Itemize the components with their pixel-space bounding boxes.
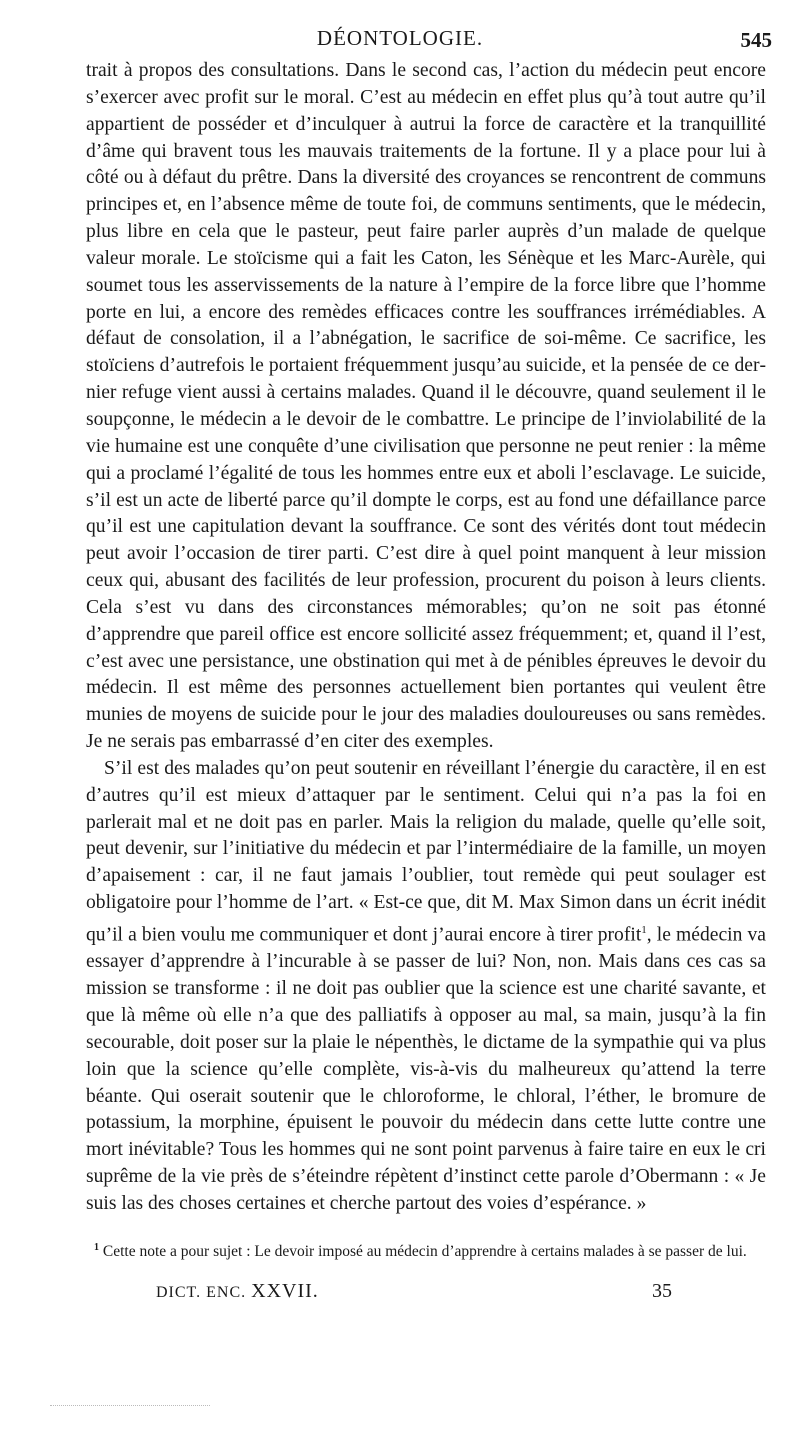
bottom-rule bbox=[50, 1405, 210, 1406]
body-text bbox=[86, 58, 766, 1218]
page-number: 545 bbox=[740, 28, 772, 52]
running-head bbox=[0, 22, 800, 52]
footnote-reference: 1 bbox=[641, 924, 647, 936]
signature-line bbox=[0, 1280, 800, 1310]
running-title: DÉONTOLOGIE. bbox=[316, 26, 484, 50]
footnote bbox=[86, 1238, 766, 1261]
signature-sheet-number: 35 bbox=[652, 1280, 672, 1302]
footnote-text: Cette note a pour sujet : Le devoir imposé au médecin d’apprendre à certains malades à se passer de lui. bbox=[102, 1243, 747, 1261]
paragraph-1: trait à propos des consultations. Dans le second cas, l’action du médecin peut encore s’exercer avec profit sur le moral. C’est au médecin en effet plus qu’à tout autre qu’il appartient de posséder et d’inculquer à autrui la force de caractère et la tranquillité d’âme qui bravent tous les mauvais traitements de la fortune. Il y a place pour lui à côté ou à défaut du prêtre. Dans la diversité des croyances se rencontrent de communs principes et, en l’absence même de toute foi, de communs sentiments, que le médecin, plus libre en cela que le pasteur, peut faire parler auprès d’un malade de quelque valeur morale. Le stoïcisme qui a fait les Caton, les Sénèque et les Marc-Aurèle, qui soumet tous les asservissements de la nature à l’empire de la force libre que l’homme porte en lui, a encore des remèdes efficaces contre les souffrances irrémédiables. A défaut de consolation, il a l’abnégation, le sacrifice de soi-même. Ce sacrifice, les stoïciens d’autrefois le portaient fréquemment jusqu’au suicide, et la pensée de ce dernier refuge vient aussi à certains malades. Quand il le découvre, quand seulement il le soupçonne, le médecin a le devoir de le combattre. Le principe de l’inviolabilité de la vie humaine est une conquête d’une civilisation que personne ne peut renier : la même qui a proclamé l’égalité de tous les hommes entre eux et aboli l’esclavage. Le suicide, s’il est un acte de liberté parce qu’il dompte le corps, est au fond une défaillance parce qu’il est une capitulation devant la souffrance. Ce sont des vérités dont tout médecin peut avoir l’occasion de tirer parti. C’est dire à quel point manquent à leur mission ceux qui, abusant des facilités de leur profession, procurent du poison à leurs clients. Cela s’est vu dans des circonstances mémorables; qu’on ne soit pas étonné d’apprendre que pareil office est encore sollicité assez fréquemment; et, quand il l’est, c’est avec une persistance, une obstination qui met à de pénibles épreuves le devoir du médecin. Il est même des personnes actuellement bien portantes qui veulent être munies de moyens de suicide pour le jour des maladies douloureuses ou sans remèdes. Je ne serais pas embarrassé d’en citer des exemples. bbox=[86, 60, 766, 753]
paragraph-2 bbox=[86, 756, 766, 1218]
signature-dict: DICT. ENC. bbox=[156, 1284, 247, 1301]
footnote-mark: 1 bbox=[94, 1242, 99, 1253]
paragraph-2-part-1: S’il est des malades qu’on peut soutenir en réveillant l’énergie du caractère, il en est d’autres qu’il est mieux d’attaquer par le sentiment. Celui qui n’a pas la foi en parlerait mal et ne doit pas en parler. Mais la religion du malade, quelle qu’elle soit, peut devenir, sur l’initiative du médecin et par l’intermédiaire de la famille, un moyen d’apaisement : car, il ne faut jamais l’oublier, tout remède qui peut soulager est obligatoire pour l’homme de l’art. « Est-ce que, dit M. Max Simon dans un écrit inédit qu’il a bien voulu me communiquer et dont j’aurai encore à tirer profit bbox=[86, 757, 766, 946]
signature-volume bbox=[156, 1280, 319, 1303]
signature-volume-number: XXVII. bbox=[251, 1280, 319, 1302]
paragraph-2-part-2: , le médecin va essayer d’apprendre à l’incurable à se passer de lui? Non, non. Mais dans ces cas sa mission se transforme : il ne doit pas oublier que la science est une charité savante, et que là même où elle n’a que des palliatifs à opposer au mal, sa main, jusqu’à la fin secourable, doit poser sur la plaie le népenthès, le dictame de la sympathie qui va plus loin que la science qu’elle complète, vis-à-vis du malheureux qu’attend la terre béante. Qui oserait soutenir que le chloroforme, le chloral, l’éther, le bromure de potassium, la morphine, épuisent le pouvoir du médecin dans cette lutte contre une mort inévitable? Tous les hommes qui ne sont point parvenus à faire taire en eux le cri suprême de la vie près de s’éteindre répètent d’instinct cette parole d’Obermann : « Je suis las des choses certaines et cherche partout des voies d’espérance. » bbox=[86, 924, 766, 1214]
